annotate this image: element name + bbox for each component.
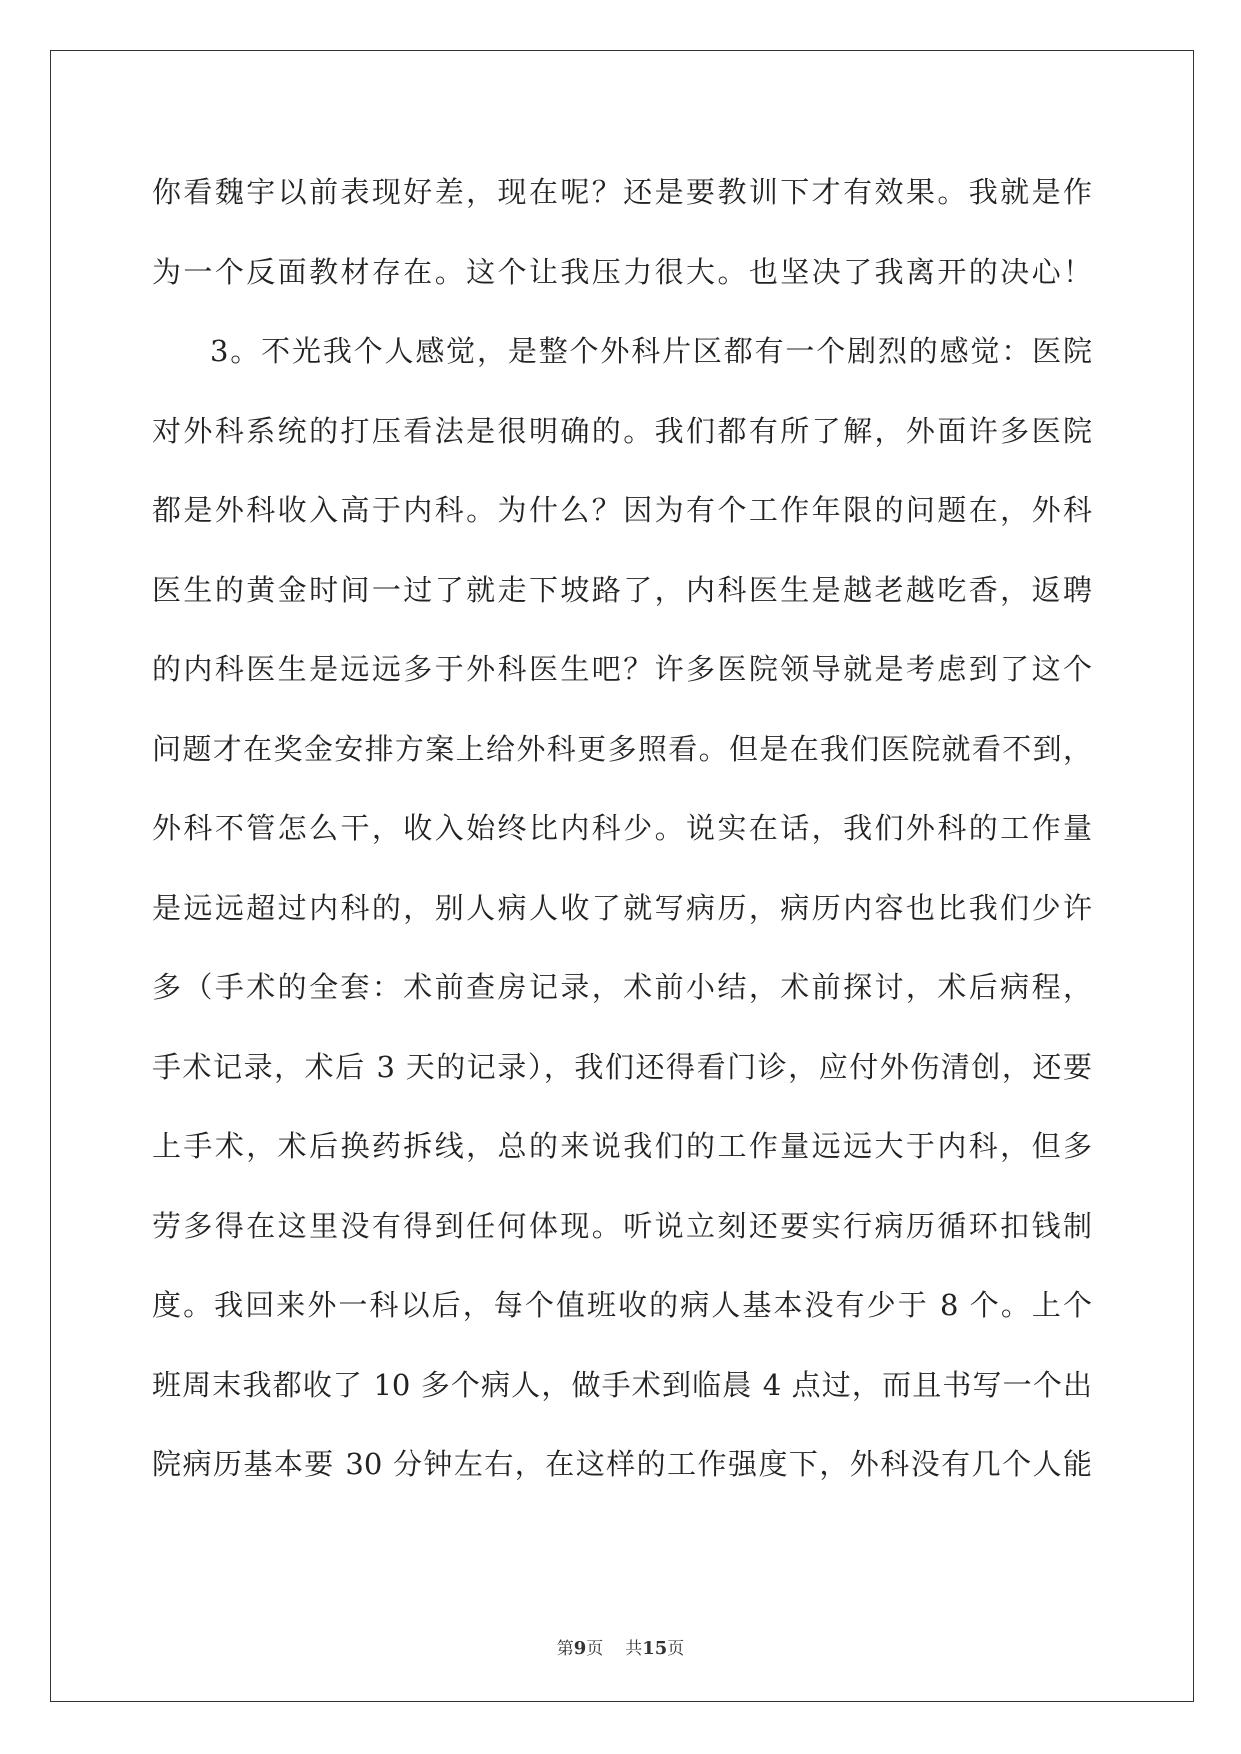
text-line-15: 度。我回来外一科以后，每个值班收的病人基本没有少于 8 个。上个: [152, 1288, 1092, 1322]
text-line-8: 问题才在奖金安排方案上给外科更多照看。但是在我们医院就看不到，: [152, 731, 1092, 766]
page-prefix: 第: [556, 1639, 574, 1659]
total-suffix: 页: [667, 1639, 685, 1659]
text-line-11: 多（手术的全套：术前查房记录，术前小结，术前探讨，术后病程，: [152, 970, 1092, 1004]
document-body: [152, 164, 1092, 1516]
page-suffix: 页: [586, 1639, 604, 1659]
text-line-2: 为一个反面教材存在。这个让我压力很大。也坚决了我离开的决心！: [152, 254, 1092, 289]
text-line-3: 3。不光我个人感觉，是整个外科片区都有一个剧烈的感觉：医院: [210, 334, 1092, 368]
page-footer: [0, 1634, 1241, 1659]
text-line-12: 手术记录，术后 3 天的记录），我们还得看门诊，应付外伤清创，还要: [152, 1049, 1092, 1084]
text-line-17: 院病历基本要 30 分钟左右，在这样的工作强度下，外科没有几个人能: [152, 1447, 1092, 1481]
text-line-4: 对外科系统的打压看法是很明确的。我们都有所了解，外面许多医院: [152, 413, 1092, 448]
page-number: 9: [573, 1638, 587, 1659]
text-line-7: 的内科医生是远远多于外科医生吧？许多医院领导就是考虑到了这个: [152, 652, 1092, 686]
text-line-9: 外科不管怎么干，收入始终比内科少。说实在话，我们外科的工作量: [152, 811, 1092, 845]
total-prefix: 共: [625, 1639, 643, 1659]
text-line-1: 你看魏宇以前表现好差，现在呢？还是要教训下才有效果。我就是作: [152, 175, 1092, 209]
text-line-6: 医生的黄金时间一过了就走下坡路了，内科医生是越老越吃香，返聘: [152, 572, 1092, 607]
text-line-5: 都是外科收入高于内科。为什么？因为有个工作年限的问题在，外科: [152, 493, 1092, 527]
text-line-14: 劳多得在这里没有得到任何体现。听说立刻还要实行病历循环扣钱制: [152, 1208, 1092, 1243]
total-pages: 15: [642, 1638, 668, 1659]
text-line-13: 上手术，术后换药拆线，总的来说我们的工作量远远大于内科，但多: [152, 1129, 1092, 1163]
text-line-10: 是远远超过内科的，别人病人收了就写病历，病历内容也比我们少许: [152, 890, 1092, 925]
text-line-16: 班周末我都收了 10 多个病人，做手术到临晨 4 点过，而且书写一个出: [152, 1367, 1092, 1402]
